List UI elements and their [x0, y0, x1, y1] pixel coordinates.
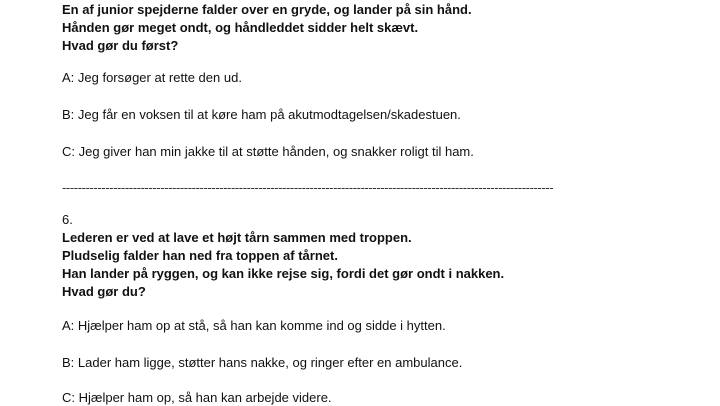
q6-prompt-line-4: Hvad gør du? [62, 284, 146, 299]
question-separator: ----------------------------------------------------------------------------------------------------------------------------- [62, 180, 554, 195]
q5-prompt-line-1: En af junior spejderne falder over en gryde, og lander på sin hånd. [62, 2, 472, 17]
q6-prompt-line-1: Lederen er ved at lave et højt tårn sammen med troppen. [62, 230, 412, 245]
q5-prompt-line-3: Hvad gør du først? [62, 38, 179, 53]
q6-number: 6. [62, 212, 73, 227]
q5-prompt-line-2: Hånden gør meget ondt, og håndleddet sidder helt skævt. [62, 20, 419, 35]
q6-option-a: A: Hjælper ham op at stå, så han kan komme ind og sidde i hytten. [62, 318, 446, 333]
q6-option-c: C: Hjælper ham op, så han kan arbejde videre. [62, 390, 332, 405]
q6-option-b: B: Lader ham ligge, støtter hans nakke, og ringer efter en ambulance. [62, 355, 463, 370]
q5-option-b: B: Jeg får en voksen til at køre ham på akutmodtagelsen/skadestuen. [62, 107, 461, 122]
q5-option-a: A: Jeg forsøger at rette den ud. [62, 70, 242, 85]
q6-prompt-line-2: Pludselig falder han ned fra toppen af tårnet. [62, 248, 338, 263]
q5-option-c: C: Jeg giver han min jakke til at støtte hånden, og snakker roligt til ham. [62, 144, 474, 159]
q6-prompt-line-3: Han lander på ryggen, og kan ikke rejse sig, fordi det gør ondt i nakken. [62, 266, 505, 281]
